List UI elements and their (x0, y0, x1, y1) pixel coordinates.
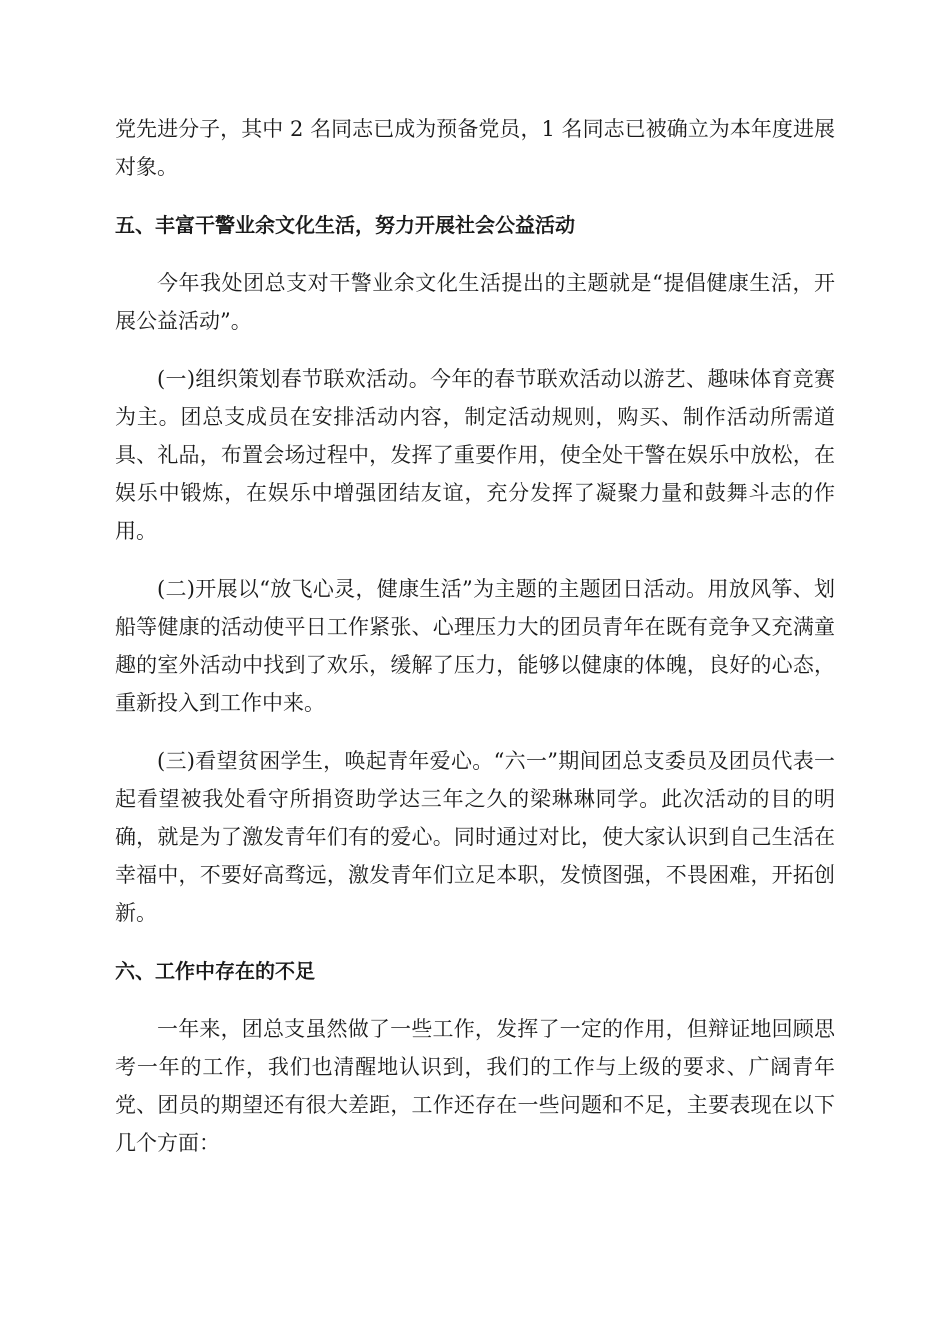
paragraph-intro: 党先进分子，其中 2 名同志已成为预备党员，1 名同志已被确立为本年度进展对象。 (115, 117, 835, 179)
section-heading-5: 五、丰富干警业余文化生活，努力开展社会公益活动 (115, 213, 575, 237)
paragraph-5-intro: 今年我处团总支对干警业余文化生活提出的主题就是“提倡健康生活，开展公益活动”。 (115, 271, 835, 333)
document-body (115, 110, 835, 1182)
paragraph-5-1: (一)组织策划春节联欢活动。今年的春节联欢活动以游艺、趣味体育竞赛为主。团总支成员在安排活动内容，制定活动规则，购买、制作活动所需道具、礼品，布置会场过程中，发挥了重要作用，使全处干警在娱乐中放松，在娱乐中锻炼，在娱乐中增强团结友谊，充分发挥了凝聚力量和鼓舞斗志的作用。 (115, 367, 835, 543)
paragraph-5-2: (二)开展以“放飞心灵，健康生活”为主题的主题团日活动。用放风筝、划船等健康的活动使平日工作紧张、心理压力大的团员青年在既有竞争又充满童趣的室外活动中找到了欢乐，缓解了压力，能够以健康的体魄，良好的心态，重新投入到工作中来。 (115, 577, 835, 715)
paragraph-5-3: (三)看望贫困学生，唤起青年爱心。“六一”期间团总支委员及团员代表一起看望被我处看守所捐资助学达三年之久的梁琳琳同学。此次活动的目的明确，就是为了激发青年们有的爱心。同时通过对比，使大家认识到自己生活在幸福中，不要好高骛远，激发青年们立足本职，发愤图强，不畏困难，开拓创新。 (115, 749, 835, 925)
section-heading-6: 六、工作中存在的不足 (115, 959, 315, 983)
paragraph-6-intro: 一年来，团总支虽然做了一些工作，发挥了一定的作用，但辩证地回顾思考一年的工作，我们也清醒地认识到，我们的工作与上级的要求、广阔青年党、团员的期望还有很大差距，工作还存在一些问题和不足，主要表现在以下几个方面： (115, 1017, 835, 1155)
